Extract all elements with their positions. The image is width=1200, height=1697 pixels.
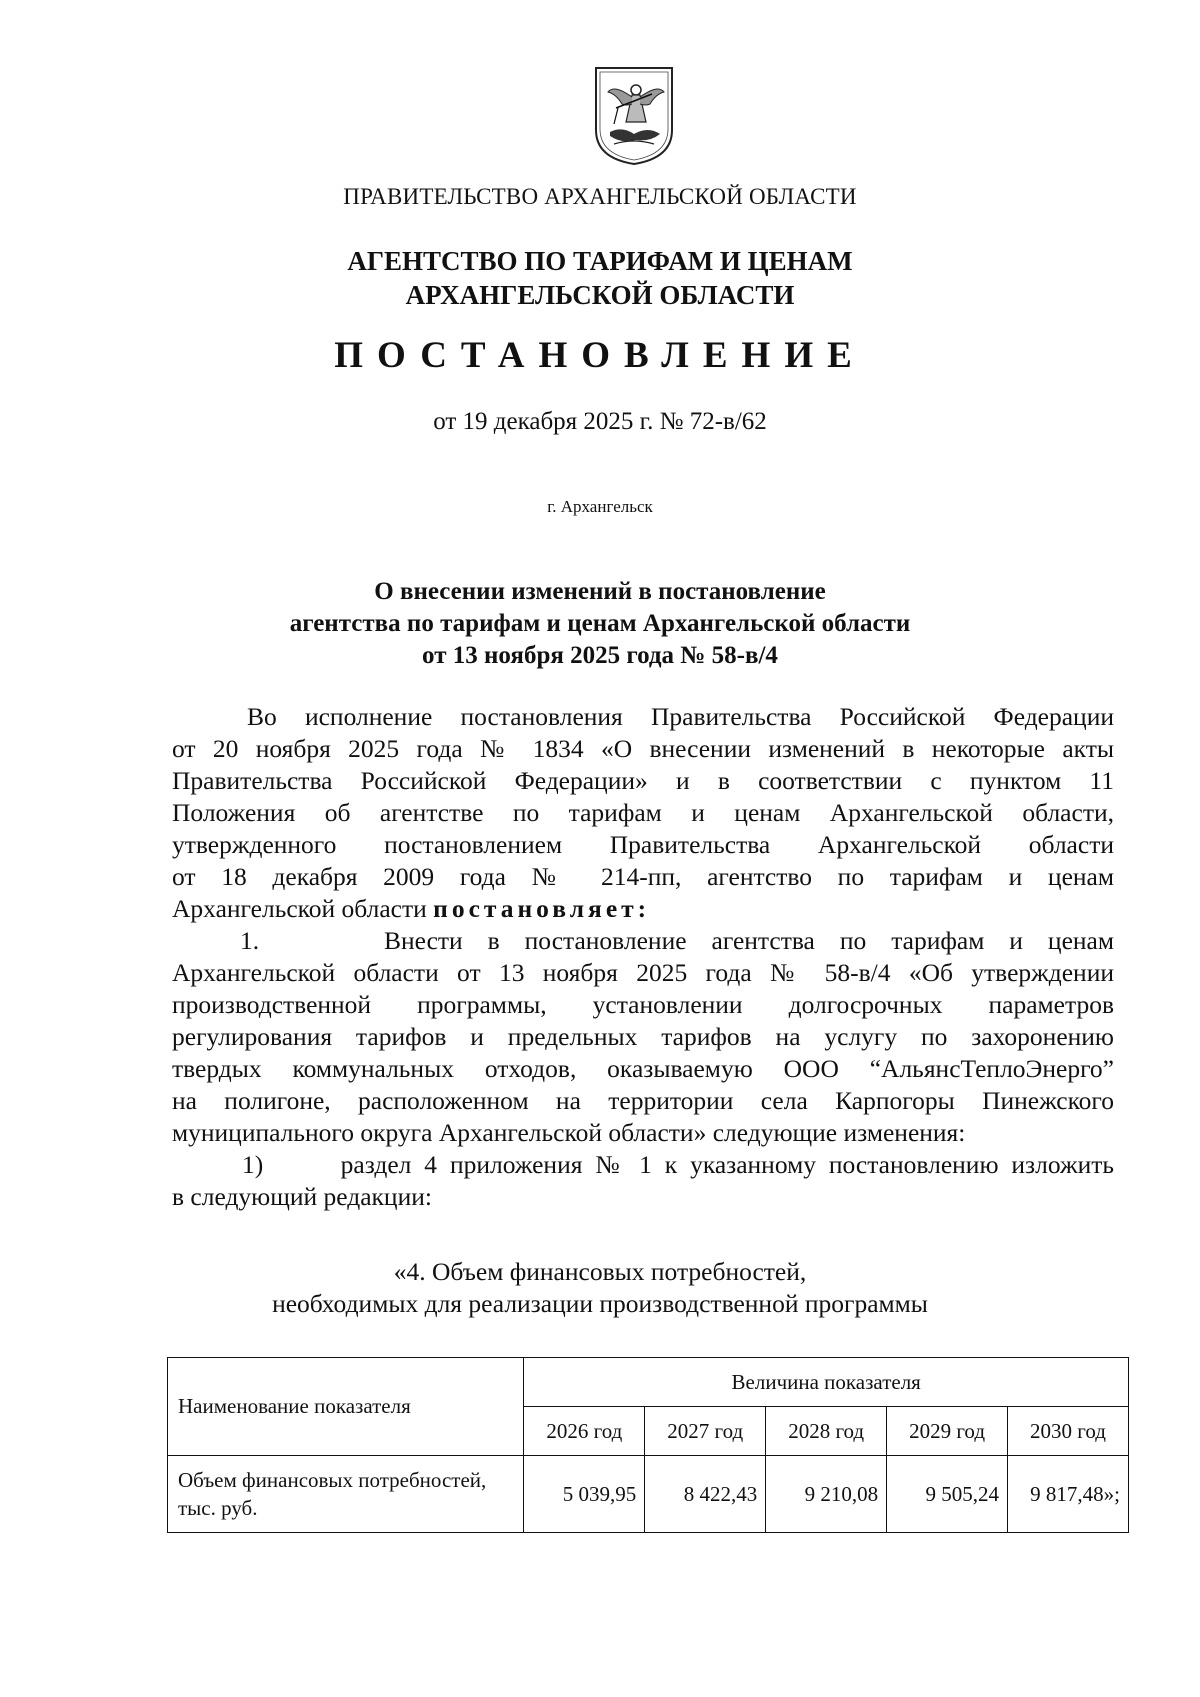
financial-needs-table: [167, 1357, 1129, 1533]
decree-word: постановляет:: [433, 894, 651, 923]
year-header: 2026 год: [524, 1407, 645, 1456]
preamble-line: от 20 ноября 2025 года № 1834 «О внесении изменений в некоторые акты: [172, 734, 1114, 763]
year-header: 2030 год: [1008, 1407, 1129, 1456]
item-1-paragraph: [172, 925, 1114, 1149]
government-name: ПРАВИТЕЛЬСТВО АРХАНГЕЛЬСКОЙ ОБЛАСТИ: [343, 184, 857, 209]
document-subject: [0, 576, 1200, 672]
item-1-line: муниципального округа Архангельской области» следующие изменения:: [172, 1118, 966, 1147]
agency-name: [0, 244, 1200, 312]
year-header: 2029 год: [887, 1407, 1008, 1456]
table-header-row: [168, 1358, 1129, 1407]
table-cell-value: 8 422,43: [645, 1456, 766, 1533]
row-indicator-name: Объем финансовых потребностей, тыс. руб.: [168, 1456, 524, 1533]
item-1-line: регулирования тарифов и предельных тарифов на услугу по захоронению: [172, 1022, 1114, 1051]
item-1-line: твердых коммунальных отходов, оказываемую ООО “АльянсТеплоЭнерго”: [172, 1054, 1114, 1083]
item-1-line: Архангельской области от 13 ноября 2025 года № 58-в/4 «Об утверждении: [172, 958, 1114, 987]
subitem-1-paragraph: [172, 1149, 1114, 1213]
subject-line-2: агентства по тарифам и ценам Архангельской области: [289, 610, 911, 637]
coat-of-arms-icon: [592, 64, 676, 168]
agency-name-line-2: АРХАНГЕЛЬСКОЙ ОБЛАСТИ: [405, 280, 795, 310]
preamble-line: от 18 декабря 2009 года № 214-пп, агентство по тарифам и ценам: [172, 862, 1114, 891]
preamble-line: Правительства Российской Федерации» и в соответствии с пунктом 11: [172, 766, 1114, 795]
section-title-line-1: «4. Объем финансовых потребностей,: [393, 1257, 807, 1286]
item-1-line: производственной программы, установлении долгосрочных параметров: [172, 990, 1114, 1019]
preamble-last-line: [172, 893, 1114, 925]
subject-line-3: от 13 ноября 2025 года № 58-в/4: [422, 642, 778, 669]
table-cell-value: 9 210,08: [766, 1456, 887, 1533]
preamble-line: Положения об агентстве по тарифам и ценам Архангельской области,: [172, 798, 1114, 827]
table-cell-value: 5 039,95: [524, 1456, 645, 1533]
section-title: [0, 1256, 1200, 1320]
year-header: 2028 год: [766, 1407, 887, 1456]
document-city: г. Архангельск: [547, 497, 653, 516]
table-cell-value: 9 505,24: [887, 1456, 1008, 1533]
subitem-1-line: 1) раздел 4 приложения № 1 к указанному постановлению изложить: [242, 1150, 1114, 1179]
year-header: 2027 год: [645, 1407, 766, 1456]
table-row: [168, 1456, 1129, 1533]
subitem-1-line: в следующий редакции:: [172, 1182, 432, 1211]
section-title-line-2: необходимых для реализации производственной программы: [272, 1289, 928, 1318]
table-cell-value: 9 817,48»;: [1008, 1456, 1129, 1533]
item-1-line: 1. Внести в постановление агентства по тарифам и ценам: [240, 926, 1114, 955]
document-date-number: от 19 декабря 2025 г. № 72-в/62: [433, 408, 767, 435]
agency-name-line-1: АГЕНТСТВО ПО ТАРИФАМ И ЦЕНАМ: [347, 246, 853, 276]
column-header-indicator-value: Величина показателя: [524, 1358, 1129, 1407]
preamble-last-text: Архангельской области: [172, 894, 427, 923]
preamble-paragraph: [172, 701, 1114, 925]
preamble-line: утвержденного постановлением Правительства Архангельской области: [172, 830, 1114, 859]
document-type: ПОСТАНОВЛЕНИЕ: [334, 335, 866, 376]
column-header-indicator-name: Наименование показателя: [168, 1358, 524, 1456]
item-1-line: на полигоне, расположенном на территории села Карпогоры Пинежского: [172, 1086, 1114, 1115]
preamble-line: Во исполнение постановления Правительства Российской Федерации: [247, 702, 1114, 731]
subject-line-1: О внесении изменений в постановление: [374, 578, 826, 605]
